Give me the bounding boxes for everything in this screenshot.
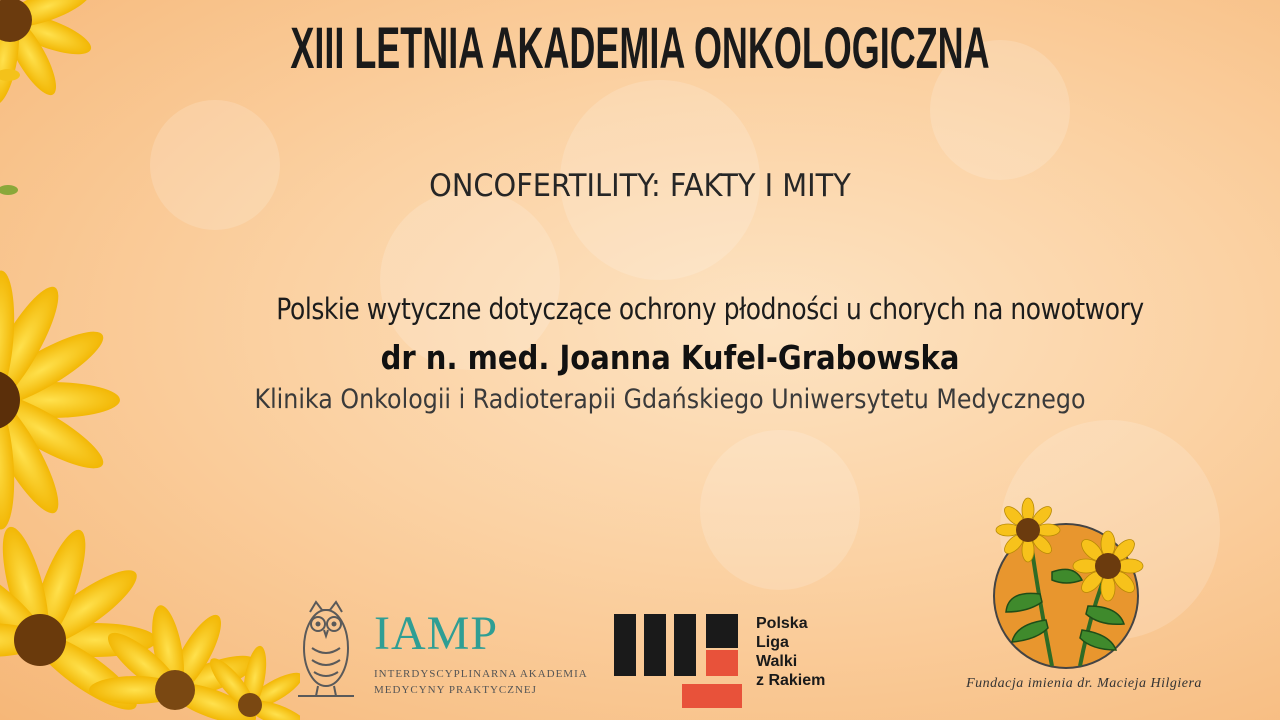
fundacja-signature-text: Fundacja imienia dr. Macieja Hilgiera bbox=[966, 676, 1202, 691]
polska-liga-line: Walki bbox=[756, 653, 798, 670]
polska-liga-line: Polska bbox=[756, 615, 808, 632]
sunflower-circle-icon bbox=[920, 494, 1240, 674]
iamp-subtitle bbox=[374, 666, 588, 698]
iamp-logo bbox=[290, 598, 588, 702]
polska-liga-logo bbox=[612, 612, 862, 712]
polska-liga-line: Liga bbox=[756, 634, 789, 651]
talk-title: Polskie wytyczne dotyczące ochrony płodności u chorych na nowotwory bbox=[276, 292, 1144, 326]
speaker-affiliation: Klinika Onkologii i Radioterapii Gdańskiego Uniwersytetu Medycznego bbox=[254, 384, 1086, 415]
session-title: ONCOFERTILITY: FAKTY I MITY bbox=[429, 168, 851, 204]
event-title: XIII LETNIA AKADEMIA ONKOLOGICZNA bbox=[290, 16, 990, 81]
iamp-subtitle-line: MEDYCYNY PRAKTYCZNEJ bbox=[374, 684, 537, 696]
speaker-name: dr n. med. Joanna Kufel-Grabowska bbox=[380, 338, 960, 377]
bokeh-light bbox=[150, 100, 280, 230]
iamp-wordmark: IAMP bbox=[374, 607, 499, 660]
fundacja-logo bbox=[920, 494, 1240, 714]
bars-icon bbox=[612, 612, 744, 710]
polska-liga-wordmark bbox=[756, 614, 825, 690]
owl-icon bbox=[290, 598, 360, 702]
iamp-subtitle-line: INTERDYSCYPLINARNA AKADEMIA bbox=[374, 668, 588, 680]
bokeh-light bbox=[700, 430, 860, 590]
polska-liga-line: z Rakiem bbox=[756, 672, 826, 689]
